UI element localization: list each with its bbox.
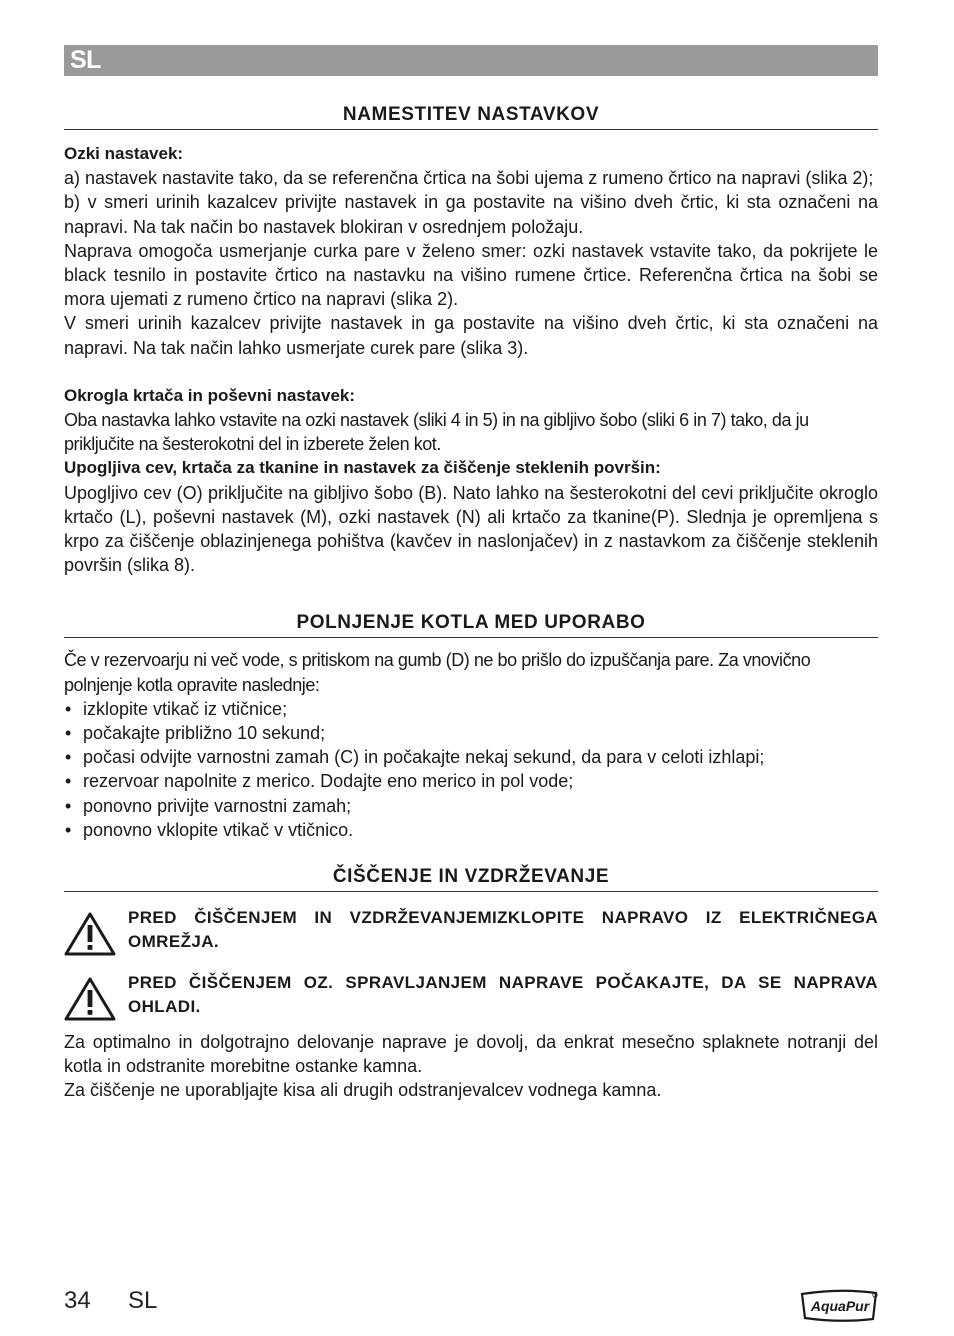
paragraph-e: Oba nastavka lahko vstavite na ozki nastavek (sliki 4 in 5) in na gibljivo šobo (sliki 6 in 7) tako, da ju priključite na šesterokotni del in izberete želen kot.	[64, 410, 809, 455]
warning-block-1	[64, 906, 878, 957]
language-bar	[64, 45, 878, 76]
refill-intro: Če v rezervoarju ni več vode, s pritiskom na gumb (D) ne bo prišlo do izpuščanja pare. Za vnovično polnjenje kotla opravite naslednje:	[64, 650, 811, 695]
subheading-flexible-hose: Upogljiva cev, krtača za tkanine in nastavek za čiščenje steklenih površin:	[64, 458, 661, 478]
warning-triangle-icon	[64, 911, 116, 957]
paragraph-c: Naprava omogoča usmerjanje curka pare v želeno smer: ozki nastavek vstavite tako, da pokrijete le black tesnilo in postavite črtico na nastavku na višino rumene črtice. Referenčna črtica na šobi se mora ujemati z rumeno črtico na napravi (slika 2).	[64, 240, 878, 310]
language-label: SL	[70, 46, 101, 74]
paragraph-b: b) v smeri urinih kazalcev privijte nastavek in ga postavite na višino dveh črtic, ki sta označeni na napravi. Na tak način bo nastavek blokiran v osrednjem položaju.	[64, 192, 878, 237]
list-item: • izklopite vtikač iz vtičnice;	[64, 697, 878, 721]
aquapur-logo	[800, 1288, 880, 1329]
section-title-cleaning: ČIŠČENJE IN VZDRŽEVANJE	[64, 866, 878, 892]
cleaning-paragraph-1: Za optimalno in dolgotrajno delovanje naprave je dovolj, da enkrat mesečno splaknete notranji del kotla in odstranite morebitne ostanke kamna.	[64, 1032, 878, 1077]
subheading-narrow-nozzle: Ozki nastavek:	[64, 144, 184, 163]
logo-text: AquaPur	[810, 1298, 870, 1314]
footer-language: SL	[128, 1287, 158, 1314]
paragraph-f: Upogljivo cev (O) priključite na gibljivo šobo (B). Nato lahko na šesterokotni del cevi priključite okroglo krtačo (L), poševni nastavek (M), ozki nastavek (N) ali krtačo za tkanine(P). Slednja je opremljena s krpo za čiščenje oblazinjenega pohištva (kavčev in naslonjačev) in z nastavkom za čiščenje steklenih površin (slika 8).	[64, 482, 878, 576]
list-item: • rezervoar napolnite z merico. Dodajte eno merico in pol vode;	[64, 769, 878, 793]
page-content	[64, 100, 878, 1103]
warning-triangle-icon	[64, 976, 116, 1022]
warning-block-2	[64, 971, 878, 1022]
list-item: • ponovno vklopite vtikač v vtičnico.	[64, 818, 878, 842]
warning-text-2: PRED ČIŠČENJEM OZ. SPRAVLJANJEM NAPRAVE POČAKAJTE, DA SE NAPRAVA OHLADI.	[128, 973, 878, 1017]
warning-text-1: PRED ČIŠČENJEM IN VZDRŽEVANJEMIZKLOPITE NAPRAVO IZ ELEKTRIČNEGA OMREŽJA.	[128, 908, 878, 952]
page-number: 34	[64, 1287, 91, 1314]
section-title-attachments: NAMESTITEV NASTAVKOV	[64, 104, 878, 130]
section-title-refilling: POLNJENJE KOTLA MED UPORABO	[64, 612, 878, 638]
list-item: • ponovno privijte varnostni zamah;	[64, 794, 878, 818]
paragraph-d: V smeri urinih kazalcev privijte nastavek in ga postavite na višino dveh črtic, ki sta označeni na napravi. Na tak način lahko usmerjate curek pare (slika 3).	[64, 313, 878, 358]
cleaning-paragraph-2: Za čiščenje ne uporabljajte kisa ali drugih odstranjevalcev vodnega kamna.	[64, 1080, 662, 1101]
list-item: • počasi odvijte varnostni zamah (C) in počakajte nekaj sekund, da para v celoti izhlapi;	[64, 745, 878, 769]
list-item: • počakajte približno 10 sekund;	[64, 721, 878, 745]
paragraph-a: a) nastavek nastavite tako, da se referenčna črtica na šobi ujema z rumeno črtico na napravi (slika 2);	[64, 168, 874, 189]
subheading-round-brush: Okrogla krtača in poševni nastavek:	[64, 385, 356, 405]
refill-steps-list	[64, 697, 878, 842]
